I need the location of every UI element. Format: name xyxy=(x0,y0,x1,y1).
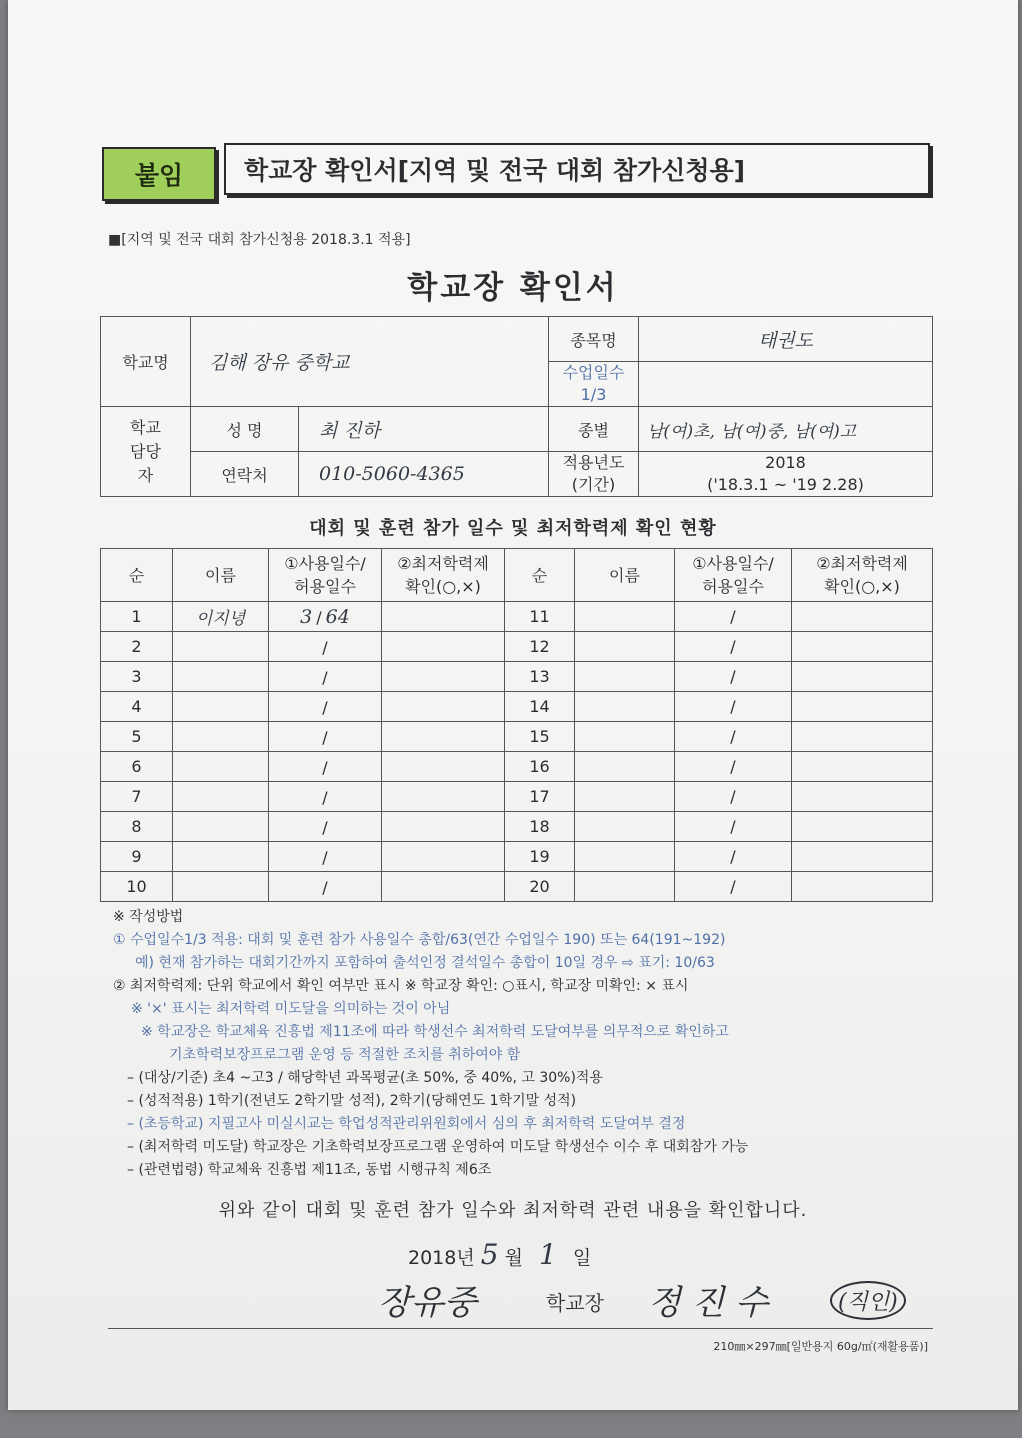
row-days-right: / xyxy=(675,782,792,812)
row-name-right xyxy=(575,872,675,902)
detail-2: – (성적적용) 1학기(전년도 2학기말 성적), 2학기(당해연도 1학기말 성적) xyxy=(127,1093,577,1109)
date-year: 2018년 xyxy=(408,1247,475,1269)
notes-section xyxy=(113,906,943,1182)
row-days-slash: / xyxy=(322,727,328,747)
bottom-divider xyxy=(108,1328,933,1329)
row-days-slash: / xyxy=(322,757,328,777)
row-days xyxy=(269,632,382,662)
table-row xyxy=(101,872,933,902)
header-check-line1: ②최저학력제 xyxy=(397,554,489,573)
row-name: 이지녕 xyxy=(173,602,269,632)
year-value-cell xyxy=(639,452,933,497)
row-days-right: / xyxy=(675,842,792,872)
row-check-right xyxy=(792,602,933,632)
header-name: 이름 xyxy=(173,549,269,602)
row-days-slash: / xyxy=(322,787,328,807)
row-name-right xyxy=(575,842,675,872)
row-check-right xyxy=(792,722,933,752)
row-check-right xyxy=(792,752,933,782)
table-row xyxy=(101,662,933,692)
row-days xyxy=(269,722,382,752)
row-days-right: / xyxy=(675,692,792,722)
row-no-right: 20 xyxy=(505,872,575,902)
date-month-unit: 월 xyxy=(504,1247,523,1269)
row-name xyxy=(173,722,269,752)
row-no: 5 xyxy=(101,722,173,752)
row-days xyxy=(269,602,382,632)
row-name xyxy=(173,782,269,812)
row-check-right xyxy=(792,812,933,842)
header-days-right-line1: ①사용일수/ xyxy=(692,554,774,573)
school-value-text: 김해 장유 중학교 xyxy=(209,352,350,374)
header-check xyxy=(382,549,505,602)
row-days xyxy=(269,692,382,722)
row-check-right xyxy=(792,872,933,902)
row-check-right xyxy=(792,692,933,722)
table-row xyxy=(101,752,933,782)
class-days-value xyxy=(639,362,933,407)
page-title: 학교장 확인서 xyxy=(407,270,619,306)
class-days-label-text: 수업일수 xyxy=(562,363,625,382)
row-days-right: / xyxy=(675,662,792,692)
notes-heading: ※ 작성방법 xyxy=(113,909,184,925)
row-check-right xyxy=(792,632,933,662)
row-days-right: / xyxy=(675,602,792,632)
row-days-slash: / xyxy=(316,607,322,627)
row-name xyxy=(173,632,269,662)
note-2d: 기초학력보장프로그램 운영 등 적절한 조치를 취하여야 함 xyxy=(169,1047,521,1063)
row-no: 7 xyxy=(101,782,173,812)
row-check xyxy=(382,782,505,812)
row-no-right: 11 xyxy=(505,602,575,632)
row-no: 4 xyxy=(101,692,173,722)
date-day-unit: 일 xyxy=(572,1247,592,1269)
table-row xyxy=(101,782,933,812)
row-name-right xyxy=(575,812,675,842)
header-check-line2: 확인(○,×) xyxy=(405,577,481,596)
sport-value: 태권도 xyxy=(639,317,933,362)
header-bar xyxy=(96,143,934,203)
table-row xyxy=(101,722,933,752)
manager-label: 학교 담당자 xyxy=(101,407,191,497)
row-no-right: 12 xyxy=(505,632,575,662)
signing-date xyxy=(408,1238,591,1271)
row-no-right: 14 xyxy=(505,692,575,722)
row-no: 8 xyxy=(101,812,173,842)
row-no-right: 15 xyxy=(505,722,575,752)
paper-spec: 210㎜×297㎜[일반용지 60g/㎡(재활용품)] xyxy=(713,1340,928,1353)
row-name xyxy=(173,692,269,722)
header-title: 학교장 확인서[지역 및 전국 대회 참가신청용] xyxy=(224,143,930,195)
row-days xyxy=(269,662,382,692)
row-name-right xyxy=(575,752,675,782)
year-label-cell xyxy=(549,452,639,497)
school-signature: 장유중 xyxy=(378,1283,477,1323)
row-name-right xyxy=(575,602,675,632)
row-days xyxy=(269,782,382,812)
row-days-right: / xyxy=(675,722,792,752)
row-name xyxy=(173,812,269,842)
row-days xyxy=(269,872,382,902)
row-name-right xyxy=(575,692,675,722)
row-name xyxy=(173,662,269,692)
row-name-right xyxy=(575,722,675,752)
header-days-line2: 허용일수 xyxy=(294,577,356,596)
row-no: 6 xyxy=(101,752,173,782)
period-value: ('18.3.1 ~ '19 2.28) xyxy=(707,475,864,494)
row-days-slash: / xyxy=(322,637,328,657)
school-label: 학교명 xyxy=(101,317,191,407)
row-check xyxy=(382,692,505,722)
row-name-right xyxy=(575,782,675,812)
row-check-right xyxy=(792,842,933,872)
row-days-right: / xyxy=(675,632,792,662)
row-days xyxy=(269,842,382,872)
header-name-right: 이름 xyxy=(575,549,675,602)
row-no: 1 xyxy=(101,602,173,632)
row-no: 3 xyxy=(101,662,173,692)
header-days-right xyxy=(675,549,792,602)
section-title: 대회 및 훈련 참가 일수 및 최저학력제 확인 현황 xyxy=(309,518,717,539)
row-no: 10 xyxy=(101,872,173,902)
row-no: 2 xyxy=(101,632,173,662)
class-days-label xyxy=(549,362,639,407)
row-no: 9 xyxy=(101,842,173,872)
row-check xyxy=(382,872,505,902)
gender-label: 종별 xyxy=(549,407,639,452)
row-check xyxy=(382,632,505,662)
header-check-right-line2: 확인(○,×) xyxy=(824,577,900,596)
note-1a: ① 수업일수1/3 적용: 대회 및 훈련 참가 사용일수 총합/63(연간 수업일수 190) 또는 64(191~192) xyxy=(113,932,726,948)
row-days-slash: / xyxy=(322,817,328,837)
principal-label: 학교장 xyxy=(546,1291,604,1315)
gender-value: 남(여)초, 남(여)중, 남(여)고 xyxy=(639,407,933,452)
row-check xyxy=(382,662,505,692)
row-days-used: 3 xyxy=(300,605,313,628)
header-days-right-line2: 허용일수 xyxy=(702,577,764,596)
usage-header-row xyxy=(101,549,933,602)
row-days-slash: / xyxy=(322,667,328,687)
header-days-line1: ①사용일수/ xyxy=(284,554,366,573)
contact-label: 연락처 xyxy=(191,452,299,497)
row-no-right: 17 xyxy=(505,782,575,812)
row-no-right: 18 xyxy=(505,812,575,842)
detail-1: – (대상/기준) 초4 ~고3 / 해당학년 과목평균(초 50%, 중 40%, 고 30%)적용 xyxy=(127,1070,603,1086)
principal-signature: 정 진 수 xyxy=(648,1283,769,1323)
row-check xyxy=(382,842,505,872)
header-no: 순 xyxy=(101,549,173,602)
year-value: 2018 xyxy=(765,453,806,472)
row-days-right: / xyxy=(675,752,792,782)
year-label: 적용년도 xyxy=(562,453,625,472)
table-row xyxy=(101,692,933,722)
row-days-slash: / xyxy=(322,847,328,867)
usage-table xyxy=(100,548,933,902)
note-2b: ※ '×' 표시는 최저학력 미도달을 의미하는 것이 아님 xyxy=(131,1001,451,1017)
row-days xyxy=(269,752,382,782)
signature-row xyxy=(378,1275,938,1325)
row-name xyxy=(173,752,269,782)
row-name xyxy=(173,842,269,872)
sport-label: 종목명 xyxy=(549,317,639,362)
school-value xyxy=(191,317,549,407)
row-no-right: 16 xyxy=(505,752,575,782)
table-row xyxy=(101,812,933,842)
note-2c: ※ 학교장은 학교체육 진흥법 제11조에 따라 학생선수 최저학력 도달여부를 의무적으로 확인하고 xyxy=(141,1024,729,1040)
confirm-statement: 위와 같이 대회 및 훈련 참가 일수와 최저학력 관련 내용을 확인합니다. xyxy=(218,1200,808,1221)
apply-note: ■[지역 및 전국 대회 참가신청용 2018.3.1 적용] xyxy=(108,232,411,248)
official-seal: (직인) xyxy=(830,1281,906,1320)
note-1b: 예) 현재 참가하는 대회기간까지 포함하여 출석인정 결석일수 총합이 10일 경우 ⇨ 표기: 10/63 xyxy=(135,955,715,971)
date-month-value: 5 xyxy=(480,1238,499,1271)
row-check xyxy=(382,752,505,782)
class-days-fraction: 1/3 xyxy=(580,385,607,404)
detail-3: – (초등학교) 지필고사 미실시교는 학업성적관리위원회에서 심의 후 최저학력 도달여부 결정 xyxy=(127,1116,686,1132)
attachment-tag: 붙임 xyxy=(102,147,216,201)
table-row xyxy=(101,842,933,872)
row-check xyxy=(382,722,505,752)
row-days xyxy=(269,812,382,842)
contact-value: 010-5060-4365 xyxy=(299,452,549,497)
row-check-right xyxy=(792,662,933,692)
detail-5: – (관련법령) 학교체육 진흥법 제11조, 동법 시행규칙 제6조 xyxy=(127,1162,492,1178)
name-value: 최 진하 xyxy=(299,407,549,452)
date-day-value: 1 xyxy=(539,1238,557,1271)
table-row xyxy=(101,602,933,632)
row-days-slash: / xyxy=(322,697,328,717)
row-days-slash: / xyxy=(322,877,328,897)
row-name-right xyxy=(575,632,675,662)
period-label: (기간) xyxy=(571,475,616,494)
row-check-right xyxy=(792,782,933,812)
table-row xyxy=(101,632,933,662)
row-days-right: / xyxy=(675,872,792,902)
header-no-right: 순 xyxy=(505,549,575,602)
document-paper xyxy=(8,0,1018,1410)
row-days-allowed: 64 xyxy=(325,605,350,628)
header-check-right-line1: ②최저학력제 xyxy=(816,554,908,573)
row-name xyxy=(173,872,269,902)
header-days xyxy=(269,549,382,602)
row-no-right: 13 xyxy=(505,662,575,692)
header-check-right xyxy=(792,549,933,602)
row-days-right: / xyxy=(675,812,792,842)
row-check xyxy=(382,602,505,632)
row-name-right xyxy=(575,662,675,692)
name-label: 성 명 xyxy=(191,407,299,452)
row-no-right: 19 xyxy=(505,842,575,872)
note-2a: ② 최저학력제: 단위 학교에서 확인 여부만 표시 ※ 학교장 확인: ○표시, 학교장 미확인: × 표시 xyxy=(113,978,689,994)
info-table xyxy=(100,316,933,497)
row-check xyxy=(382,812,505,842)
detail-4: – (최저학력 미도달) 학교장은 기초학력보장프로그램 운영하여 미도달 학생선수 이수 후 대회참가 가능 xyxy=(127,1139,749,1155)
